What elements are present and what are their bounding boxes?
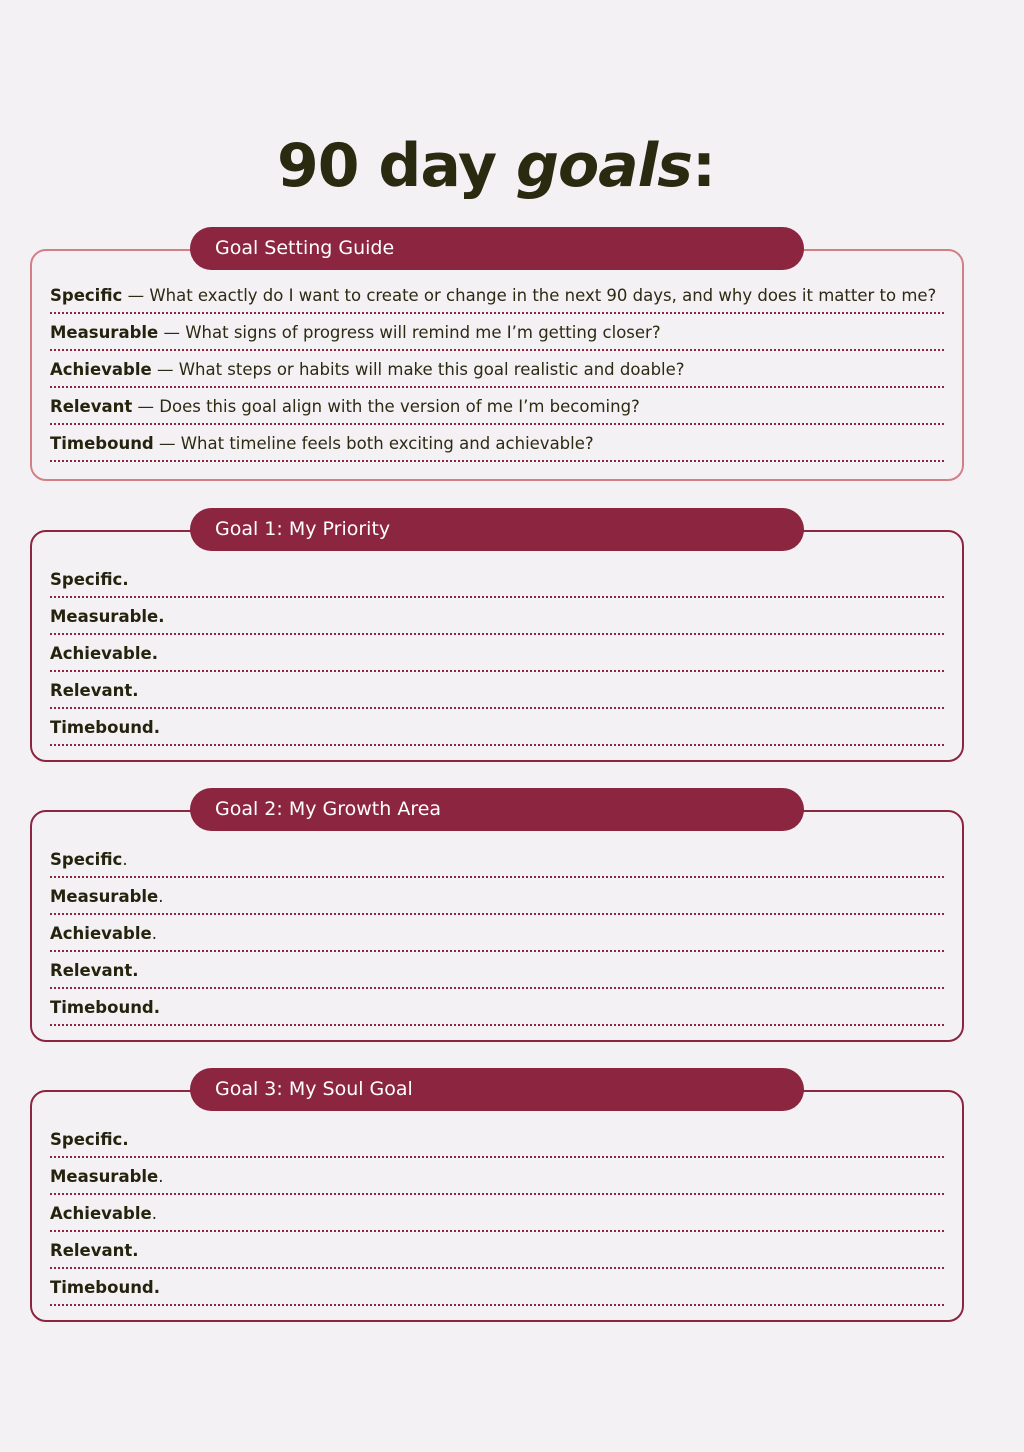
row-label: Achievable bbox=[50, 1204, 152, 1223]
row-label: Specific. bbox=[50, 570, 129, 589]
goal1-row-achievable[interactable] bbox=[50, 635, 944, 672]
goal1-row-specific[interactable] bbox=[50, 561, 944, 598]
goal3-rows bbox=[50, 1121, 944, 1306]
guide-row-relevant bbox=[50, 388, 944, 425]
title-main: 90 day bbox=[277, 131, 517, 201]
row-label: Measurable. bbox=[50, 607, 165, 626]
row-text: — What exactly do I want to create or change in the next 90 days, and why does it matter to me? bbox=[122, 286, 937, 305]
guide-row-specific bbox=[50, 277, 944, 314]
row-text: . bbox=[122, 850, 128, 869]
goal1-row-relevant[interactable] bbox=[50, 672, 944, 709]
goal2-section bbox=[30, 788, 964, 1042]
row-text: . bbox=[151, 1204, 157, 1223]
goal1-header: Goal 1: My Priority bbox=[190, 508, 804, 551]
row-label: Specific. bbox=[50, 1130, 129, 1149]
row-label: Relevant. bbox=[50, 681, 139, 700]
goal3-header: Goal 3: My Soul Goal bbox=[190, 1068, 804, 1111]
goal2-row-measurable[interactable] bbox=[50, 878, 944, 915]
row-label: Timebound. bbox=[50, 998, 161, 1017]
goal3-section bbox=[30, 1068, 964, 1322]
row-label: Specific bbox=[50, 850, 123, 869]
row-text: . bbox=[158, 1167, 164, 1186]
row-label: Relevant. bbox=[50, 961, 139, 980]
title-suffix: : bbox=[691, 131, 715, 201]
row-label: Timebound. bbox=[50, 718, 161, 737]
goal2-header: Goal 2: My Growth Area bbox=[190, 788, 804, 831]
row-label: Measurable bbox=[50, 323, 159, 342]
goal2-row-relevant[interactable] bbox=[50, 952, 944, 989]
row-text: — Does this goal align with the version of me I’m becoming? bbox=[132, 397, 640, 416]
row-text: — What timeline feels both exciting and achievable? bbox=[153, 434, 594, 453]
guide-rows bbox=[50, 277, 944, 462]
goal2-rows bbox=[50, 841, 944, 1026]
row-label: Specific bbox=[50, 286, 123, 305]
title-italic: goals bbox=[516, 131, 692, 201]
goal3-row-timebound[interactable] bbox=[50, 1269, 944, 1306]
goal2-row-specific[interactable] bbox=[50, 841, 944, 878]
guide-section bbox=[30, 227, 964, 481]
row-label: Achievable bbox=[50, 924, 152, 943]
guide-row-measurable bbox=[50, 314, 944, 351]
goal3-row-relevant[interactable] bbox=[50, 1232, 944, 1269]
guide-row-achievable bbox=[50, 351, 944, 388]
guide-header: Goal Setting Guide bbox=[190, 227, 804, 270]
goal3-row-measurable[interactable] bbox=[50, 1158, 944, 1195]
goal2-row-achievable[interactable] bbox=[50, 915, 944, 952]
row-label: Measurable bbox=[50, 1167, 159, 1186]
row-label: Timebound bbox=[50, 434, 154, 453]
row-label: Measurable bbox=[50, 887, 159, 906]
row-label: Relevant. bbox=[50, 1241, 139, 1260]
goal1-rows bbox=[50, 561, 944, 746]
goal1-section bbox=[30, 508, 964, 762]
guide-row-timebound bbox=[50, 425, 944, 462]
goal3-row-achievable[interactable] bbox=[50, 1195, 944, 1232]
row-text: . bbox=[151, 924, 157, 943]
page-title bbox=[0, 128, 992, 204]
row-label: Relevant bbox=[50, 397, 133, 416]
row-text: — What steps or habits will make this goal realistic and doable? bbox=[151, 360, 685, 379]
goal1-row-measurable[interactable] bbox=[50, 598, 944, 635]
goal3-row-specific[interactable] bbox=[50, 1121, 944, 1158]
row-label: Achievable bbox=[50, 360, 152, 379]
goal1-row-timebound[interactable] bbox=[50, 709, 944, 746]
row-label: Timebound. bbox=[50, 1278, 161, 1297]
row-label: Achievable. bbox=[50, 644, 158, 663]
row-text: — What signs of progress will remind me I’m getting closer? bbox=[158, 323, 661, 342]
row-text: . bbox=[158, 887, 164, 906]
goal2-row-timebound[interactable] bbox=[50, 989, 944, 1026]
